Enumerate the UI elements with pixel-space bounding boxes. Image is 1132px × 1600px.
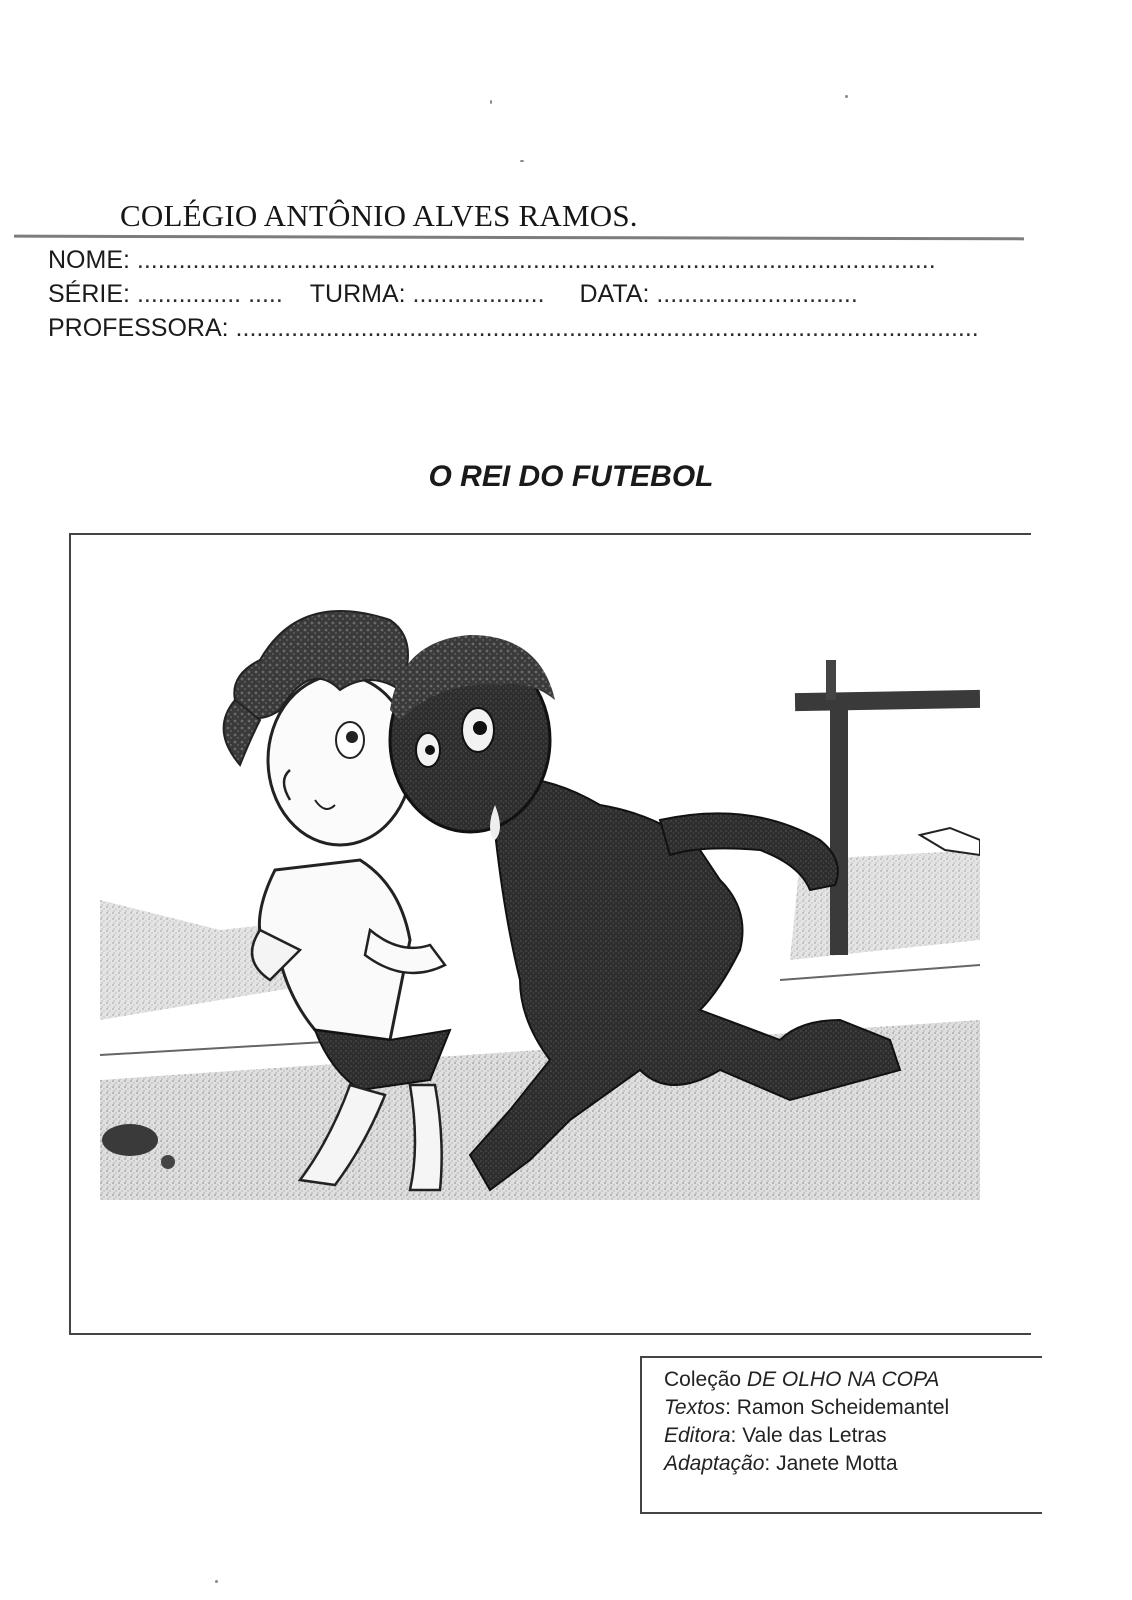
colecao-value: DE OLHO NA COPA [746,1368,940,1391]
serie-label: SÉRIE: [48,280,130,308]
data-blank[interactable]: ............................. [656,280,858,308]
credit-editora: Editora: Vale das Letras [664,1424,887,1447]
colecao-label: Coleção [664,1368,742,1391]
turma-blank[interactable]: ................... [412,280,545,308]
credit-adaptacao: Adaptação: Janete Motta [664,1452,898,1475]
school-name: COLÉGIO ANTÔNIO ALVES RAMOS. [120,198,638,233]
editora-label: Editora [664,1424,731,1447]
professora-blank[interactable]: ........................................................................................................... [235,314,979,342]
scan-speck [215,1580,218,1583]
nome-field [48,246,936,275]
professora-field [48,314,979,343]
scan-speck [520,160,524,162]
turma-label: TURMA: [309,280,406,308]
textos-value: Ramon Scheidemantel [736,1396,950,1419]
credit-colecao [664,1368,939,1392]
story-title: O REI DO FUTEBOL [428,460,714,493]
credit-textos: Textos: Ramon Scheidemantel [664,1396,950,1419]
data-label: DATA: [579,280,650,308]
serie-blank[interactable]: ............... ..... [136,280,283,308]
editora-value: Vale das Letras [742,1424,887,1447]
nome-label: NOME: [48,246,130,274]
serie-turma-data-row [48,280,858,309]
header-divider [14,235,1024,241]
adaptacao-label: Adaptação [664,1452,765,1475]
illustration-two-boys-running [100,600,980,1230]
nome-blank[interactable]: ................................................................................................................... [136,246,936,274]
textos-label: Textos [664,1396,726,1419]
scan-speck [490,100,492,104]
credits-box [640,1356,1042,1514]
adaptacao-value: Janete Motta [776,1452,898,1475]
scan-speck [845,95,848,98]
professora-label: PROFESSORA: [48,314,229,342]
